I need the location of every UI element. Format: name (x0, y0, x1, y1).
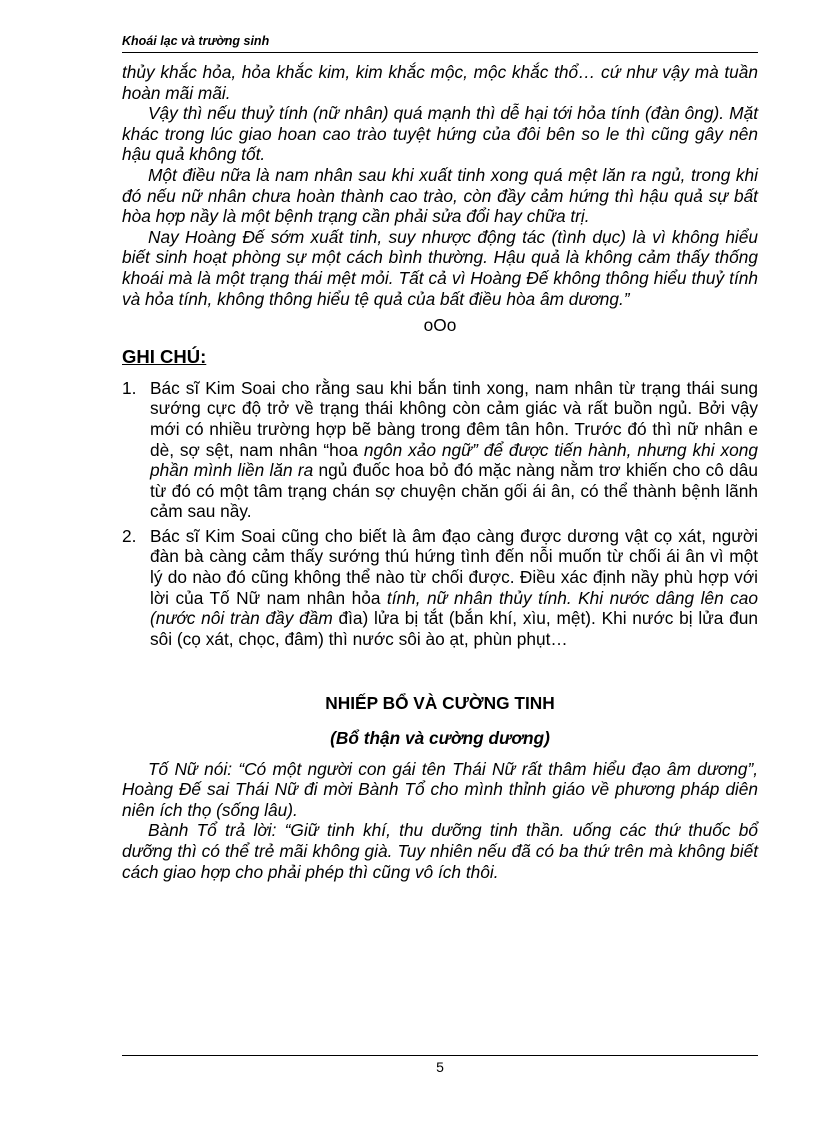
note-text-part: Bác sĩ Kim Soai cũng cho biết là âm đạo càng được dương vật cọ xát, người đàn bà càng cảm thấy sướng thú hứng tình đến nỗi muốn từ chối ái ân vì một lý do nào đó cũng không thể nào từ chối được. Điều xác định nầy phù hợp với lời của Tố Nữ nam nhân hỏa (150, 525, 758, 608)
body-paragraph-3: Một điều nữa là nam nhân sau khi xuất tinh xong quá mệt lăn ra ngủ, trong khi đó nếu nữ nhân chưa hoàn thành cao trào, còn đầy cảm hứng thì hậu quả sự bất hòa hợp nầy là một bệnh trạng cần phải sửa đổi hay chữa trị. (122, 164, 758, 227)
page-footer (122, 1055, 758, 1075)
note-text (150, 378, 758, 522)
body-paragraph-1: thủy khắc hỏa, hỏa khắc kim, kim khắc mộc, mộc khắc thổ… cứ như vậy mà tuần hoàn mãi mãi. (122, 62, 758, 103)
running-header-title: Khoái lạc và trường sinh (122, 34, 270, 48)
note-text-italic: ngôn xảo ngữ” để được tiến hành, nhưng khi xong phần mình liền lăn ra (150, 439, 758, 481)
note-text-part: Bác sĩ Kim Soai cho rằng sau khi bắn tinh xong, nam nhân từ trạng thái sung sướng cực độ trở về trạng thái không còn cảm giác và rất buồn ngủ. Bởi vậy mới có nhiều trường hợp bẽ bàng trong đêm tân hôn. Trước đó thì nữ nhân e dè, sợ sệt, nam nhân “hoa (150, 377, 758, 460)
note-item-2 (122, 526, 758, 650)
note-number: 1. (122, 377, 137, 398)
section-subtitle: (Bổ thận và cường dương) (330, 728, 550, 749)
section-separator: oOo (423, 315, 457, 336)
note-number: 2. (122, 525, 137, 546)
notes-heading: GHI CHÚ: (122, 345, 207, 367)
note-text-italic: tính, nữ nhân thủy tính. Khi nước dâng lên cao (nước nôi tràn đầy đầm (150, 587, 759, 629)
section-title: NHIẾP BỔ VÀ CƯỜNG TINH (325, 693, 555, 714)
page-content (122, 62, 758, 882)
body-paragraph-4: Nay Hoàng Đế sớm xuất tinh, suy nhược động tác (tình dục) là vì không hiểu biết sinh hoạt phòng sự một cách bình thường. Hậu quả là không cảm thấy thống khoái mà là một trạng thái mệt mỏi. Tất cả vì Hoàng Đế không thông hiểu thuỷ tính và hỏa tính, không thông hiểu tệ quả của bất điều hòa âm dương.” (122, 226, 758, 309)
notes-list (122, 378, 758, 650)
body-paragraph-2: Vậy thì nếu thuỷ tính (nữ nhân) quá mạnh thì dễ hại tới hỏa tính (đàn ông). Mặt khác trong lúc giao hoan cao trào tuyệt hứng của đôi bên so le thì cũng gây nên hậu quả không tốt. (122, 103, 758, 165)
note-text-part: ngủ đuốc hoa bỏ đó mặc nàng nằm trơ khiến cho cô dâu từ đó có một tâm trạng chán sợ chuyện chăn gối ái ân, có thể thành bệnh lãnh cảm sau nầy. (150, 460, 758, 522)
page-header (122, 30, 758, 53)
note-item-1 (122, 378, 758, 522)
note-text-part: đìa) lửa bị tắt (bắn khí, xìu, mệt). Khi nước bị lửa đun sôi (cọ xát, chọc, đâm) thì nước sôi ào ạt, phùn phụt… (150, 608, 758, 649)
section-paragraph-1: Tố Nữ nói: “Có một người con gái tên Thái Nữ rất thâm hiểu đạo âm dương”, Hoàng Đế sai Thái Nữ đi mời Bành Tổ cho mình thỉnh giáo về phương pháp diên niên ích thọ (sống lâu). (122, 758, 758, 820)
section-paragraph-2: Bành Tổ trả lời: “Giữ tinh khí, thu dưỡng tinh thần. uống các thứ thuốc bổ dưỡng thì có thể trẻ mãi không già. Tuy nhiên nếu đã có ba thứ trên mà không biết cách giao hợp cho phải phép thì cũng vô ích thôi. (122, 820, 758, 882)
note-text (150, 526, 758, 650)
page-number: 5 (436, 1059, 444, 1075)
